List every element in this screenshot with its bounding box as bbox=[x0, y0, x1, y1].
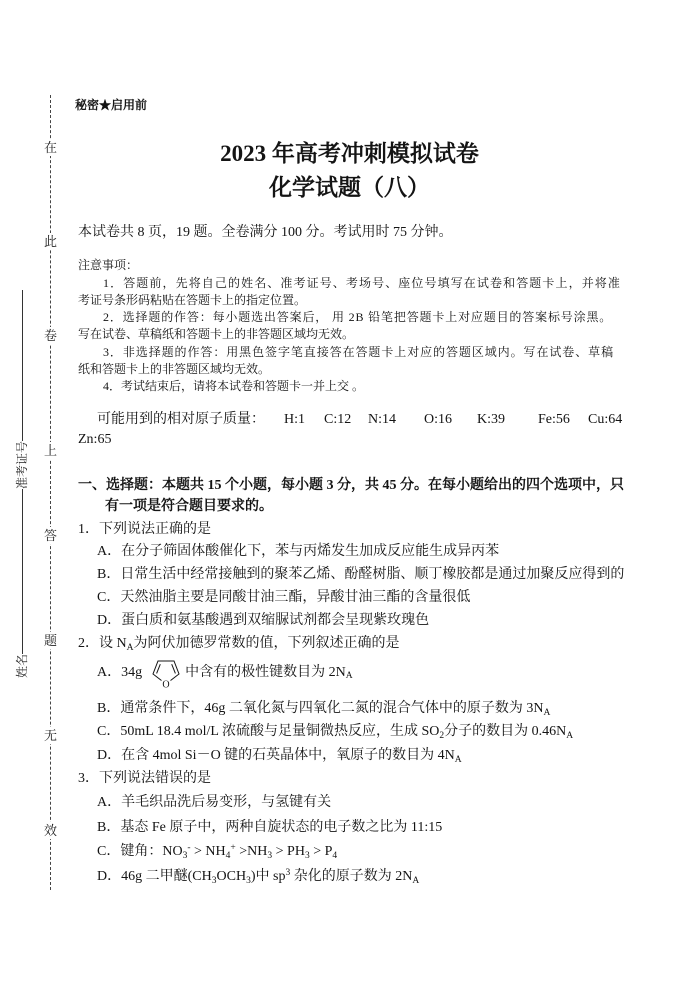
atomic-mass-label: 可能用到的相对原子质量： bbox=[97, 412, 265, 427]
atomic-mass-item: O:16 bbox=[424, 412, 452, 427]
option-d bbox=[97, 747, 462, 765]
ring-oxygen-label: O bbox=[162, 679, 170, 689]
option-a: A．在分子筛固体酸催化下，苯与丙烯发生加成反应能生成异丙苯 bbox=[97, 544, 500, 559]
section-heading-cont: 有一项是符合题目要求的。 bbox=[105, 499, 273, 514]
atomic-mass-item: C:12 bbox=[324, 412, 352, 427]
option-text: 分子的数目为 0.46N bbox=[444, 724, 567, 739]
atomic-mass-item: Zn:65 bbox=[78, 432, 112, 447]
option-text: 中含有的极性键数目为 2N bbox=[185, 665, 346, 680]
furan-ring-icon bbox=[149, 657, 183, 689]
subscript: 3 bbox=[304, 851, 310, 862]
question-stem: 1．下列说法正确的是 bbox=[78, 522, 211, 537]
superscript: + bbox=[230, 843, 236, 854]
option-d bbox=[97, 868, 419, 886]
seal-char: 答 bbox=[43, 528, 57, 543]
subscript: A bbox=[412, 876, 420, 887]
seal-dashed-line bbox=[50, 95, 51, 890]
option-text: A．34g bbox=[97, 665, 143, 680]
option-text: )中 sp bbox=[250, 869, 286, 884]
option-a: A．羊毛织品洗后易变形，与氢键有关 bbox=[97, 795, 332, 810]
option-d: D．蛋白质和氨基酸遇到双缩脲试剂都会呈现紫玫瑰色 bbox=[97, 613, 430, 628]
option-b: B．基态 Fe 原子中，两种自旋状态的电子数之比为 11:15 bbox=[97, 820, 443, 835]
subscript: 3 bbox=[246, 876, 251, 887]
option-text: > NH bbox=[190, 844, 226, 859]
option-text: D．46g 二甲醚(CH bbox=[97, 869, 212, 884]
candidate-info-strip bbox=[14, 290, 30, 678]
exam-number-blank-line bbox=[22, 290, 23, 441]
option-c bbox=[97, 843, 337, 861]
seal-char: 在 bbox=[43, 140, 57, 155]
option-text: C．50mL 18.4 mol/L 浓硫酸与足量铜微热反应，生成 SO bbox=[97, 724, 440, 739]
note-line: 写在试卷、草稿纸和答题卡上的非答题区域均无效。 bbox=[78, 327, 355, 341]
seal-char: 上 bbox=[43, 443, 57, 458]
atomic-mass-item: N:14 bbox=[368, 412, 396, 427]
option-a: A．34g O 中含有的极性键数目为 2N $_A$ bbox=[97, 657, 353, 689]
option-c bbox=[97, 723, 573, 741]
subscript: 4 bbox=[332, 851, 338, 862]
subscript: 4 bbox=[225, 851, 231, 862]
exam-intro: 本试卷共 8 页，19 题。全卷满分 100 分。考试用时 75 分钟。 bbox=[78, 225, 453, 240]
superscript: 3 bbox=[285, 868, 291, 879]
option-text: D．在含 4mol Si－O 键的石英晶体中，氧原子的数目为 4N bbox=[97, 748, 455, 763]
atomic-mass-item: K:39 bbox=[477, 412, 505, 427]
seal-char: 卷 bbox=[43, 328, 57, 343]
note-line: 4．考试结束后，请将本试卷和答题卡一并上交 。 bbox=[103, 379, 365, 393]
confidential-label: 秘密★启用前 bbox=[75, 98, 148, 112]
atomic-mass-item: Cu:64 bbox=[588, 412, 623, 427]
seal-char: 题 bbox=[43, 633, 57, 648]
note-line: 考证号条形码粘贴在答题卡上的指定位置。 bbox=[78, 293, 307, 307]
option-text: 杂化的原子数为 2N bbox=[290, 869, 413, 884]
seal-char: 效 bbox=[43, 823, 57, 838]
subscript: A bbox=[126, 643, 134, 654]
subscript: A bbox=[566, 731, 574, 742]
subscript: A bbox=[454, 755, 462, 766]
note-line: 2．选择题的作答：每小题选出答案后， 用 2B 铅笔把答题卡上对应题目的答案标号涂黑。 bbox=[103, 310, 613, 324]
superscript: - bbox=[187, 843, 191, 854]
name-blank-line bbox=[22, 489, 23, 654]
option-text: OCH bbox=[216, 869, 247, 884]
option-text: B．通常条件下，46g 二氧化氮与四氧化二氮的混合气体中的原子数为 3N bbox=[97, 701, 544, 716]
subscript: A bbox=[543, 708, 551, 719]
question-stem: 3．下列说法错误的是 bbox=[78, 771, 211, 786]
option-text: C．键角：NO bbox=[97, 844, 183, 859]
option-text: > PH bbox=[272, 844, 305, 859]
stem-text: 为阿伏加德罗常数的值，下列叙述正确的是 bbox=[133, 636, 400, 651]
note-line: 1．答题前，先将自己的姓名、准考证号、考场号、座位号填写在试卷和答题卡上，并将准 bbox=[103, 276, 621, 290]
stem-text: 2．设 N bbox=[78, 636, 127, 651]
note-line: 纸和答题卡上的非答题区域均无效。 bbox=[78, 362, 271, 376]
section-heading: 一、选择题：本题共 15 个小题，每小题 3 分，共 45 分。在每小题给出的四个选项中，只 bbox=[78, 478, 624, 493]
seal-char: 此 bbox=[43, 234, 57, 249]
page-subtitle: 化学试题（八） bbox=[269, 175, 430, 200]
subscript: 3 bbox=[182, 851, 188, 862]
name-label: 姓名 bbox=[15, 653, 29, 678]
seal-char: 无 bbox=[43, 728, 57, 743]
option-b bbox=[97, 700, 550, 718]
subscript: 3 bbox=[267, 851, 273, 862]
exam-number-label: 准考证号 bbox=[15, 440, 29, 489]
atomic-mass-item: Fe:56 bbox=[538, 412, 570, 427]
question-stem bbox=[78, 635, 400, 653]
subscript: 2 bbox=[439, 731, 445, 742]
option-text: > P bbox=[309, 844, 333, 859]
option-b: B．日常生活中经常接触到的聚苯乙烯、酚醛树脂、顺丁橡胶都是通过加聚反应得到的 bbox=[97, 567, 625, 582]
atomic-mass-item: H:1 bbox=[284, 412, 305, 427]
subscript: 3 bbox=[211, 876, 217, 887]
option-c: C．天然油脂主要是同酸甘油三酯，异酸甘油三酯的含量很低 bbox=[97, 590, 471, 605]
option-text: >NH bbox=[235, 844, 268, 859]
note-line: 3．非选择题的作答：用黑色签字笔直接答在答题卡上对应的答题区域内。写在试卷、草稿 bbox=[103, 345, 614, 359]
page-title: 2023 年高考冲刺模拟试卷 bbox=[220, 141, 479, 166]
notes-heading: 注意事项： bbox=[78, 258, 139, 272]
